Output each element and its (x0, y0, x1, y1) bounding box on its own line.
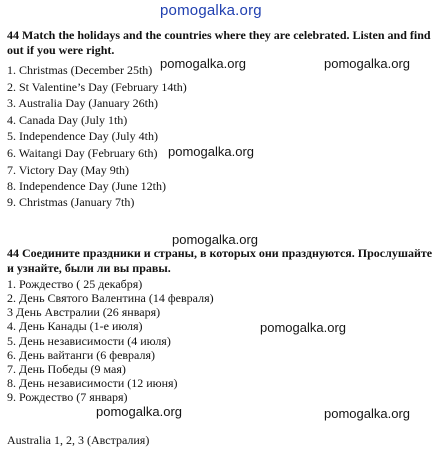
russian-item-8: 8. День независимости (12 июня) (7, 376, 178, 390)
english-item-5: 5. Independence Day (July 4th) (7, 129, 158, 143)
english-item-6: 6. Waitangi Day (February 6th) (7, 146, 158, 160)
russian-item-4: 4. День Канады (1-е июля) (7, 319, 143, 333)
russian-item-2: 2. День Святого Валентина (14 февраля) (7, 291, 214, 305)
russian-item-3: 3 День Австралии (26 января) (7, 305, 161, 319)
english-item-8: 8. Independence Day (June 12th) (7, 179, 166, 193)
russian-item-7: 7. День Победы (9 мая) (7, 362, 126, 376)
answer-line: Australia 1, 2, 3 (Австралия) (7, 433, 150, 447)
english-item-9: 9. Christmas (January 7th) (7, 195, 135, 209)
russian-item-1: 1. Рождество ( 25 декабря) (7, 277, 143, 291)
english-item-4: 4. Canada Day (July 1th) (7, 113, 128, 127)
english-item-3: 3. Australia Day (January 26th) (7, 96, 158, 110)
watermark-top: pomogalka.org (160, 2, 262, 19)
russian-item-9: 9. Рождество (7 января) (7, 390, 128, 404)
watermark: pomogalka.org (172, 232, 258, 247)
watermark: pomogalka.org (260, 320, 346, 335)
english-item-1: 1. Christmas (December 25th) (7, 63, 153, 77)
russian-item-5: 5. День независимости (4 июля) (7, 334, 171, 348)
watermark: pomogalka.org (168, 144, 254, 159)
english-item-2: 2. St Valentine’s Day (February 14th) (7, 80, 187, 94)
watermark: pomogalka.org (96, 404, 182, 419)
watermark: pomogalka.org (160, 56, 246, 71)
watermark: pomogalka.org (324, 406, 410, 421)
english-heading: 44 Match the holidays and the countries where they are celebrated. Listen and find out if you were right. (7, 28, 431, 57)
english-item-7: 7. Victory Day (May 9th) (7, 163, 130, 177)
russian-heading: 44 Соедините праздники и страны, в которых они празднуются. Прослушайте и узнайте, были ли вы правы. (7, 246, 433, 275)
watermark: pomogalka.org (324, 56, 410, 71)
russian-item-6: 6. День вайтанги (6 февраля) (7, 348, 155, 362)
